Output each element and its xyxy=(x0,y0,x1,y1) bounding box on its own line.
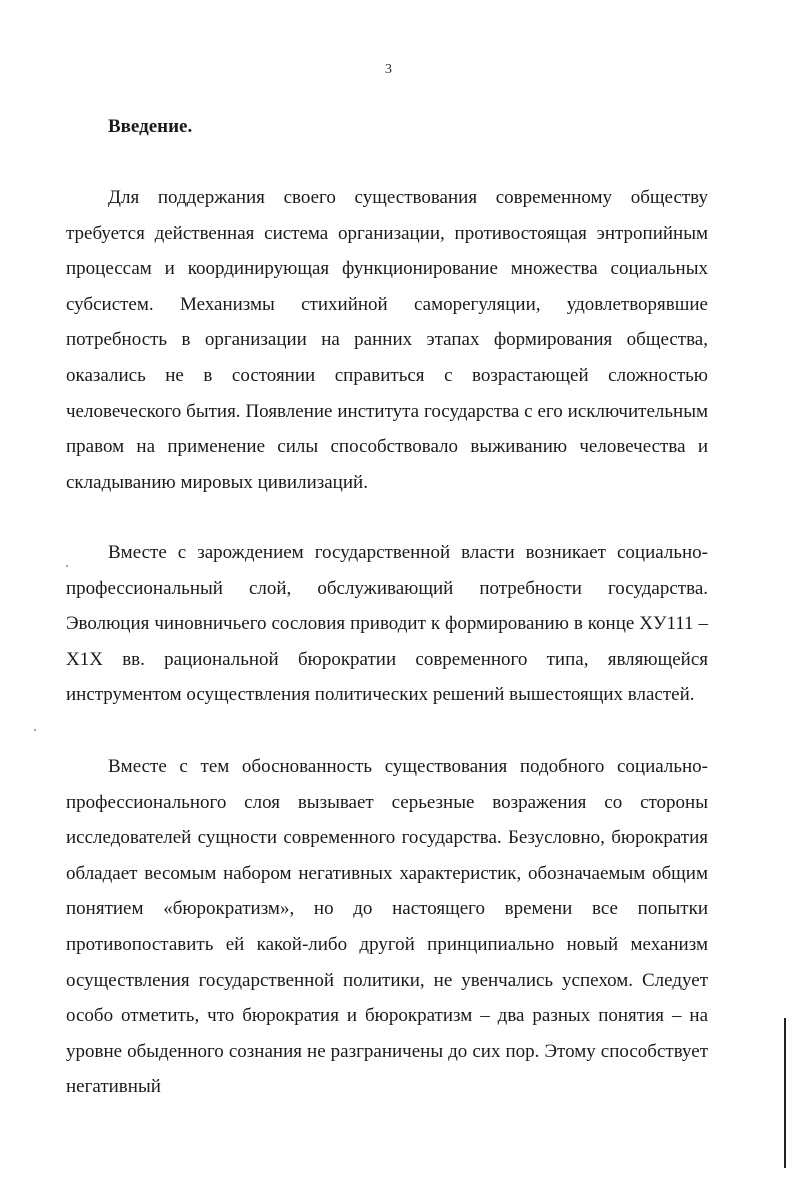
page-number: 3 xyxy=(385,62,392,77)
scan-speck xyxy=(34,729,36,731)
scan-edge-line xyxy=(784,1018,786,1168)
scan-speck xyxy=(66,565,68,567)
paragraph-text: Для поддержания своего существования современному обществу требуется действенная система организации, противостоящая энтропийным процессам и координирующая функционирование множества социальных субсистем. Механизмы стихийной саморегуляции, удовлетворявшие потребность в организации на ранних этапах формирования общества, оказались не в состоянии справиться с возрастающей сложностью человеческого бытия. Появление института государства с его исключительным правом на применение силы способствовало выживанию человечества и складыванию мировых цивилизаций. xyxy=(66,187,708,493)
paragraph-1 xyxy=(66,180,708,500)
paragraph-text: Вместе с зарождением государственной власти возникает социально-профессиональный слой, обслуживающий потребности государства. Эволюция чиновничьего сословия приводит к формированию в конце ХУ111 – Х1Х вв. рациональной бюрократии современного типа, являющейся инструментом осуществления политических решений вышестоящих властей. xyxy=(66,542,708,706)
section-heading: Введение. xyxy=(108,116,193,137)
paragraph-2 xyxy=(66,535,708,713)
paragraph-text: Вместе с тем обоснованность существования подобного социально-профессионального слоя вызывает серьезные возражения со стороны исследователей сущности современного государства. Безусловно, бюрократия обладает весомым набором негативных характеристик, обозначаемым общим понятием «бюрократизм», но до настоящего времени все попытки противопоставить ей какой-либо другой принципиально новый механизм осуществления государственной политики, не увенчались успехом. Следует особо отметить, что бюрократия и бюрократизм – два разных понятия – на уровне обыденного сознания не разграничены до сих пор. Этому способствует негативный xyxy=(66,756,708,1098)
paragraph-3 xyxy=(66,749,708,1105)
